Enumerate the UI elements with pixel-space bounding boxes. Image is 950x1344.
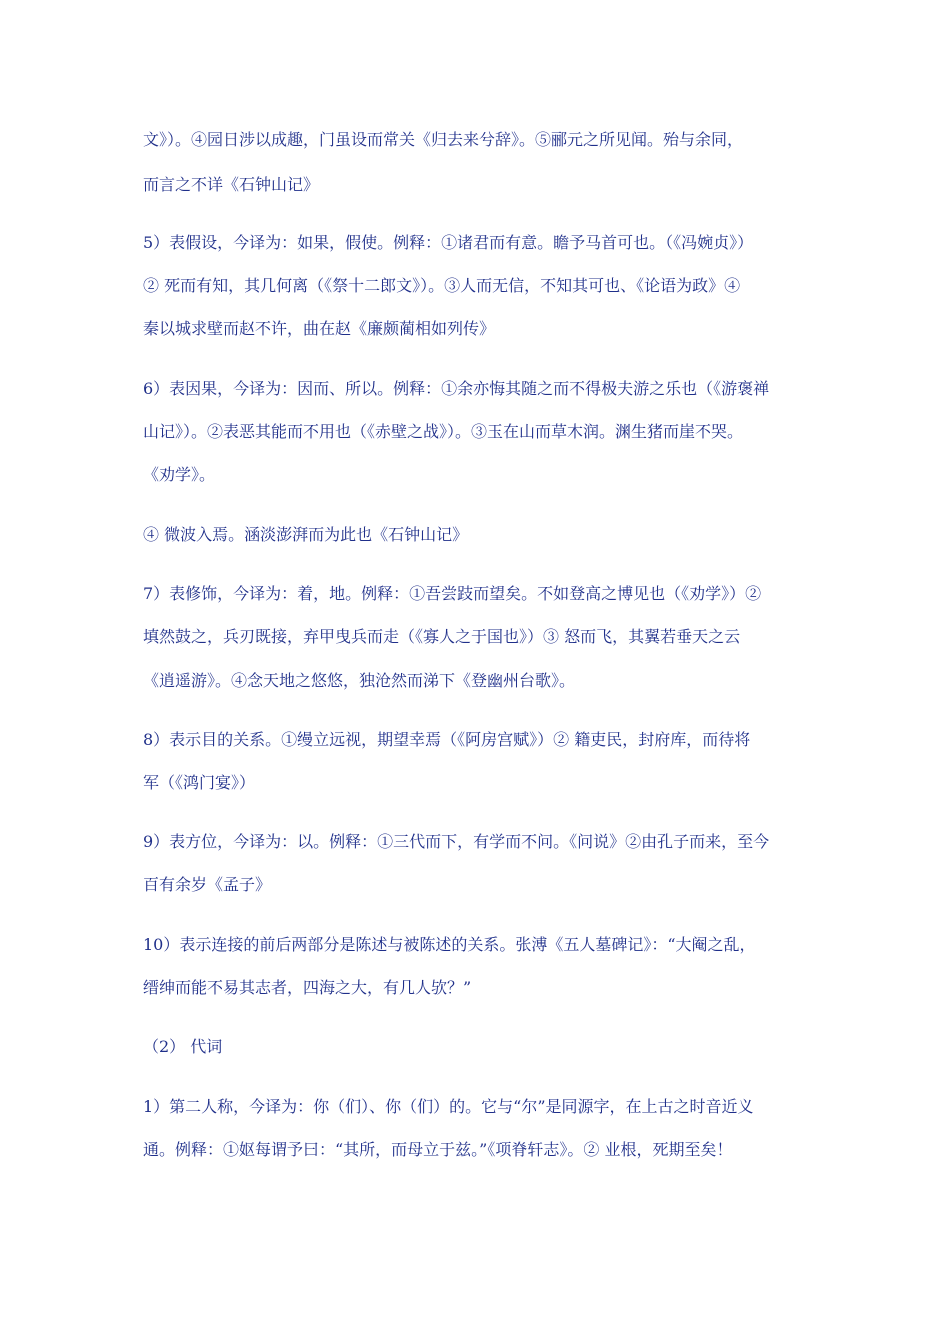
text-line: 10）表示连接的前后两部分是陈述与被陈述的关系。张溥《五人墓碑记》：“大阉之乱， <box>143 935 756 954</box>
text-line: ④ 微波入焉。涵淡澎湃而为此也《石钟山记》 <box>143 525 469 544</box>
text-line: 6）表因果，今译为：因而、所以。例释：①余亦悔其随之而不得极夫游之乐也（《游褒禅 <box>143 379 770 398</box>
text-line: ② 死而有知，其几何离（《祭十二郎文》）。③人而无信，不知其可也、《论语为政》④ <box>143 276 741 295</box>
text-line: 百有余岁《孟子》 <box>143 875 272 894</box>
text-line: 文》）。④园日涉以成趣，门虽设而常关《归去来兮辞》。⑤郦元之所见闻。殆与余同， <box>143 130 744 149</box>
text-line: 7）表修饰，今译为：着，地。例释：①吾尝跂而望矣。不如登高之博见也（《劝学》）② <box>143 584 762 603</box>
text-line: 《劝学》。 <box>143 465 216 484</box>
section-heading: （2） 代词 <box>143 1037 223 1056</box>
text-line: 缙绅而能不易其志者，四海之大，有几人欤？” <box>143 978 472 997</box>
text-line: 9）表方位，今译为：以。例释：①三代而下，有学而不问。《问说》②由孔子而来，至今 <box>143 832 770 851</box>
text-line: 通。例释：①妪每谓予曰：“其所，而母立于兹。”《项脊轩志》。② 业根，死期至矣！ <box>143 1140 733 1159</box>
text-line: 1）第二人称，今译为：你（们）、你（们）的。它与“尔”是同源字，在上古之时音近义 <box>143 1097 754 1116</box>
text-line: 而言之不详《石钟山记》 <box>143 175 320 194</box>
text-line: 5）表假设，今译为：如果，假使。例释：①诸君而有意。瞻予马首可也。（《冯婉贞》） <box>143 233 754 252</box>
text-line: 8）表示目的关系。①缦立远视，期望幸焉（《阿房宫赋》）② 籍吏民，封府库，而待将 <box>143 730 751 749</box>
text-line: 秦以城求壁而赵不许，曲在赵《廉颇蔺相如列传》 <box>143 319 496 338</box>
text-line: 填然鼓之，兵刃既接，弃甲曳兵而走（《寡人之于国也》）③ 怒而飞，其翼若垂天之云 <box>143 627 741 646</box>
text-line: 军（《鸿门宴》） <box>143 773 256 792</box>
text-line: 山记》）。②表恶其能而不用也（《赤壁之战》）。③玉在山而草木润。渊生猪而崖不哭。 <box>143 422 744 441</box>
text-line: 《逍遥游》。④念天地之悠悠，独沧然而涕下《登幽州台歌》。 <box>143 671 576 690</box>
